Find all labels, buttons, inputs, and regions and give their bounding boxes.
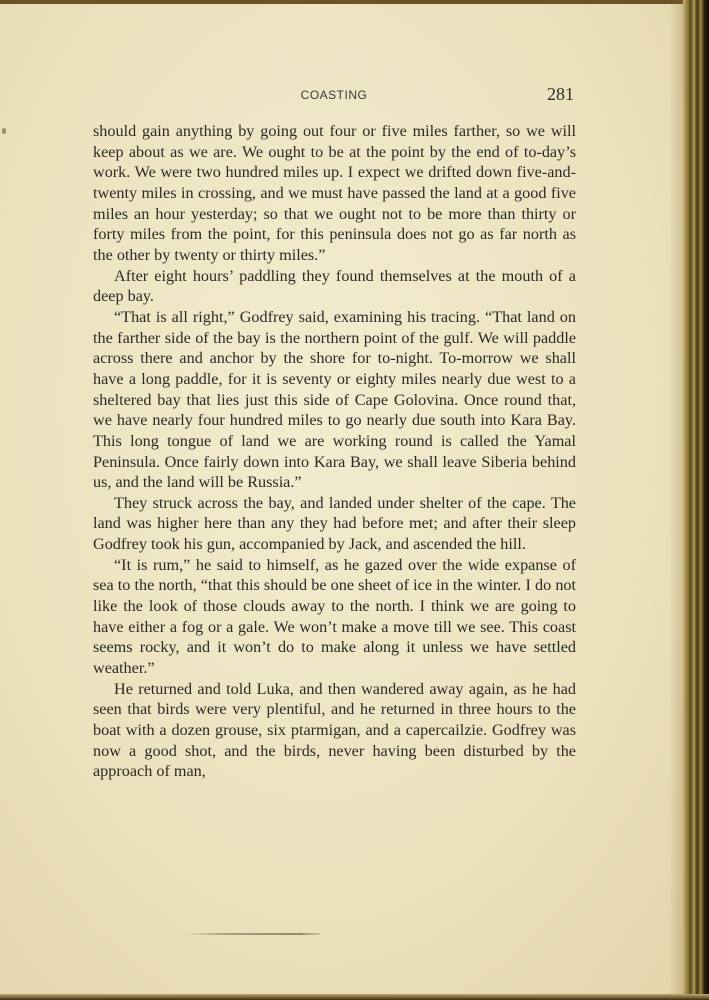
- paragraph: “That is all right,” Godfrey said, examining his tracing. “That land on the farther side of the bay is the northern point of the gulf. We will paddle across there and anchor by the shore for to-night. To-morrow we shall have a long paddle, for it is seventy or eighty miles nearly due west to a sheltered bay that lies just this side of Cape Golovina. Once round that, we have nearly four hundred miles to go nearly due south into Kara Bay. This long tongue of land we are working round is called the Yamal Peninsula. Once fairly down into Kara Bay, we shall leave Siberia behind us, and the land will be Russia.”: [93, 307, 576, 492]
- ink-smudge: [184, 933, 320, 935]
- paragraph: After eight hours’ paddling they found themselves at the mouth of a deep bay.: [93, 266, 576, 306]
- paragraph: “It is rum,” he said to himself, as he gazed over the wide expanse of sea to the north, “that this should be one sheet of ice in the winter. I do not like the look of those clouds away to the north. I think we are going to have either a fog or a gale. We won’t make a move till we see. This coast seems rocky, and it won’t do to make along it unless we have settled weather.”: [93, 555, 576, 678]
- book-fore-edge: [683, 0, 709, 1000]
- page-number: 281: [547, 84, 574, 104]
- paragraph: They struck across the bay, and landed under shelter of the cape. The land was higher here than any they had before met; and after their sleep Godfrey took his gun, accompanied by Jack, and ascended the hill.: [93, 493, 576, 554]
- paragraph: should gain anything by going out four or five miles farther, so we will keep about as we are. We ought to be at the point by the end of to-day’s work. We were two hundred miles up. I expect we drifted down five-and-twenty miles in crossing, and we must have passed the land at a good five miles an hour yesterday; so that we ought not to be more than thirty or forty miles from the point, for this peninsula does not go as far north as the other by twenty or thirty miles.”: [93, 122, 576, 264]
- paper-blemish: [2, 128, 6, 134]
- body-text: [93, 121, 576, 782]
- paragraph: He returned and told Luka, and then wandered away again, as he had seen that birds were very plentiful, and he returned in three hours to the boat with a dozen grouse, six ptarmigan, and a capercailzie. Godfrey was now a good shot, and the birds, never having been disturbed by the approach of man,: [93, 679, 576, 781]
- page-top-edge: [0, 0, 709, 4]
- page-bottom-edge: [0, 994, 709, 1000]
- page-gutter-shadow: [669, 0, 683, 1000]
- running-title: COASTING: [300, 88, 368, 102]
- running-head: [92, 84, 576, 108]
